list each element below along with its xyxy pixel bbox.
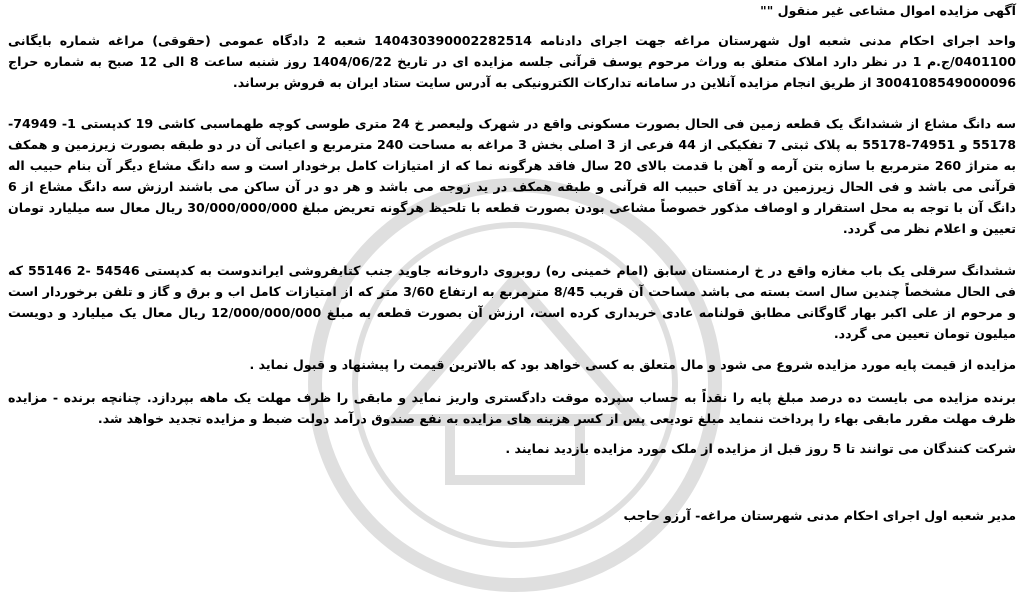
auction-rule-visit: شرکت کنندگان می توانند تا 5 روز قبل از مزایده از ملک مورد مزایده بازدید نمایند . (505, 441, 1016, 456)
notice-intro-paragraph: واحد اجرای احکام مدنی شعبه اول شهرستان مراغه جهت اجرای دادنامه 140430390002282514 شعبه 2 دادگاه عمومی (حقوقی) مراغه شماره بایگانی 0401100/ج.م 1 در نظر دارد املاک متعلق به وراث مرحوم یوسف قرآنی جلسه مزایده ای در تاریخ 1404/06/22 روز شنبه ساعت 8 الی 12 صبح به شماره حراج 3004108549000096 از طریق انجام مزایده آنلاین در سامانه تدارکات الکترونیکی به آدرس سایت ستاد ایران به فروش برساند. (8, 33, 1016, 90)
auction-rule-starting-price: مزایده از قیمت پایه مورد مزایده شروع می شود و مال متعلق به کسی خواهد بود که بالاترین قیمت را پیشنهاد و قبول نماید . (249, 357, 1016, 372)
property-item-2: ششدانگ سرقلی یک باب مغازه واقع در خ ارمنستان سابق (امام خمینی ره) روبروی داروخانه جاوید جنب کتابفروشی ایراندوست به کدپستی 54546 -2 55146 که فی الحال مشخصاً چندین سال است بسته می باشد مساحت آن قریب 8/45 مترمربع به ارتفاع 3/60 متر که از امتیازات کامل اب و برق و گاز و تلفن برخوردار است و مرحوم از علی اکبر بهار گاوگانی مطابق قولنامه عادی خریداری کرده است، ارزش آن بصورت قطعه به مبلغ 12/000/000/000 ریال معال یک میلیارد و دویست میلیون تومان تعیین می گردد. (8, 263, 1016, 341)
notice-document (8, 0, 1016, 526)
signature-line: مدیر شعبه اول اجرای احکام مدنی شهرستان مراغه- آرزو حاجب (623, 508, 1016, 523)
auction-rule-payment: برنده مزایده می بایست ده درصد مبلغ پایه را نقداً به حساب سپرده موقت دادگستری واریز نماید و مابقی را ظرف مهلت یک ماهه بپردازد. چنانچه برنده - مزایده ظرف مهلت مقرر مابقی بهاء را پرداخت ننماید مبلغ تودیعی پس از کسر هزینه های مزایده به نفع صندوق درآمد دولت ضبط و مزایده تجدید خواهد شد. (8, 390, 1016, 426)
notice-title: آگهی مزایده اموال مشاعی غیر منقول "" (760, 3, 1016, 18)
property-item-1: سه دانگ مشاع از ششدانگ یک قطعه زمین فی الحال بصورت مسکونی واقع در شهرک ولیعصر خ 24 متری طوسی کوچه طهماسبی کاشی 19 کدپستی 1- 74949-55178 و 74951-55178 به پلاک ثبتی 7 تفکیکی از 44 فرعی از 3 اصلی بخش 3 مراغه به مساحت 240 مترمربع و اعیانی آن در دو طبقه بصورت زیرزمین و همکف به متراژ 260 مترمربع با سازه بتن آرمه و آهن با قدمت بالای 20 سال فاقد هرگونه نما که از امتیازات کامل برخودار است و سه دانگ مشاع دیگر آن بنام حبیب اله قرآنی می باشد و فی الحال زیرزمین در ید آقای حبیب اله قرآنی و طبقه همکف در ید زوجه می باشد و هر دو در آن ساکن می باشند ارزش سه دانگ مشاع از 6 دانگ آن با توجه به محل استقرار و اوصاف مذکور خصوصاً مشاعی بودن بصورت قطعه با تلحیظ هرگونه تعریض مبلغ 30/000/000/000 ریال معال سه میلیارد تومان تعیین و اعلام نظر می گردد. (8, 116, 1017, 236)
